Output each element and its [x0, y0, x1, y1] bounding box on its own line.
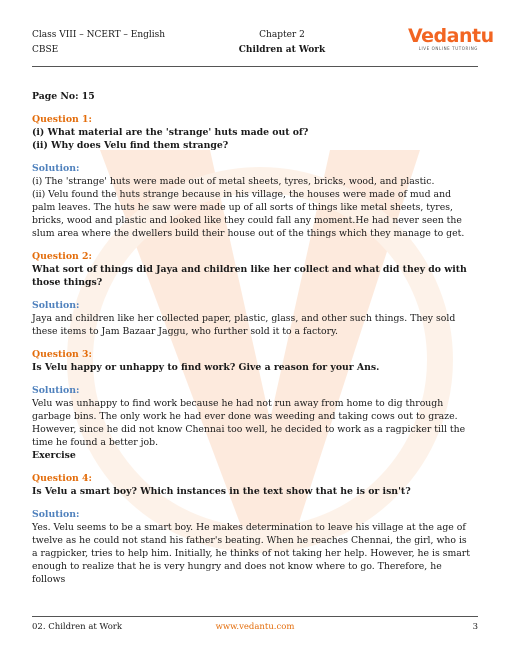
- logo-tagline: LIVE ONLINE TUTORING: [418, 46, 478, 51]
- solution-label: Solution:: [32, 509, 80, 520]
- block-spacer: [32, 586, 474, 596]
- question-text: (i) What material are the 'strange' huts made out of?: [32, 127, 309, 138]
- block-spacer: [32, 338, 474, 348]
- header-left: [32, 28, 165, 58]
- qa-blocks: [32, 113, 474, 596]
- footer-website-link[interactable]: www.vedantu.com: [215, 622, 295, 632]
- board-name: CBSE: [32, 45, 59, 55]
- question-label: Question 2:: [32, 251, 92, 262]
- qa-block: [32, 348, 474, 472]
- footer-divider: [32, 616, 478, 617]
- main-content: [32, 90, 474, 596]
- header-center: [232, 28, 332, 58]
- class-line: Class VIII – NCERT – English: [32, 30, 166, 40]
- section-heading-exercise: Exercise: [32, 450, 76, 461]
- question-label: Question 1:: [32, 114, 92, 125]
- chapter-title: Children at Work: [238, 45, 326, 55]
- solution-text: Jaya and children like her collected paper, plastic, glass, and other such things. They sold these items to Jam Bazaar Jaggu, who further sold it to a factory.: [32, 313, 456, 337]
- question-label: Question 4:: [32, 473, 92, 484]
- block-spacer: [32, 240, 474, 250]
- solution-text: Yes. Velu seems to be a smart boy. He makes determination to leave his village at the age of twelve as he could not stand his father's beating. When he reaches Chennai, the girl, who is a ragpicker, tries to help him. Initially, he thinks of not taking her help. However, he is smart enough to realize that he is very hungry and does not know where to go. Therefore, he follows: [32, 522, 470, 585]
- question-text: Is Velu a smart boy? Which instances in the text show that he is or isn't?: [32, 486, 411, 497]
- solution-text: (ii) Velu found the huts strange because in his village, the houses were made of mud and palm leaves. The huts he saw were made up of all sorts of things like metal sheets, tyres, bricks, wood and plastic and looked like they could fall any moment.He had never seen the slum area where the dwellers build their house out of the things which they manage to get.: [32, 189, 465, 239]
- page-header: [32, 25, 494, 68]
- footer-chapter: 02. Children at Work: [32, 622, 123, 632]
- solution-label: Solution:: [32, 300, 80, 311]
- footer-page-number: 3: [472, 622, 478, 632]
- vedantu-logo: [408, 25, 494, 54]
- question-text: What sort of things did Jaya and children like her collect and what did they do with those things?: [32, 264, 467, 288]
- qa-block: [32, 250, 474, 348]
- qa-block: [32, 113, 474, 250]
- page-number: Page No: 15: [32, 91, 95, 102]
- solution-label: Solution:: [32, 163, 80, 174]
- qa-block: [32, 472, 474, 596]
- chapter-number: Chapter 2: [259, 30, 305, 40]
- block-spacer: [32, 462, 474, 472]
- logo-wordmark: Vedantu: [408, 25, 494, 47]
- solution-text: (i) The 'strange' huts were made out of metal sheets, tyres, bricks, wood, and plastic.: [32, 176, 435, 187]
- question-label: Question 3:: [32, 349, 92, 360]
- solution-label: Solution:: [32, 385, 80, 396]
- header-divider: [32, 66, 478, 67]
- question-text: Is Velu happy or unhappy to find work? Give a reason for your Ans.: [32, 362, 380, 373]
- question-text: (ii) Why does Velu find them strange?: [32, 140, 229, 151]
- solution-text: Velu was unhappy to find work because he had not run away from home to dig through garbage bins. The only work he had ever done was weeding and taking cows out to graze. However, since he did not know Chennai too well, he decided to work as a ragpicker till the time he found a better job.: [32, 398, 466, 448]
